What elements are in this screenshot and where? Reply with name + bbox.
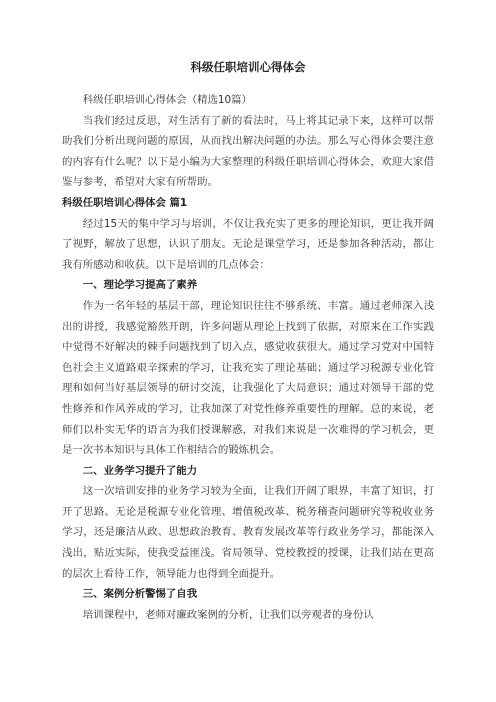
section-heading-1: 一、理论学习提高了素养	[82, 279, 198, 292]
section-heading-2: 二、业务学习提升了能力	[82, 464, 198, 477]
document-page	[62, 58, 434, 625]
document-subtitle: 科级任职培训心得体会（精选10篇）	[82, 94, 252, 106]
section-heading-3: 三、案例分析警惕了自我	[82, 588, 198, 601]
document-title: 科级任职培训心得体会	[190, 60, 306, 74]
article-heading: 科级任职培训心得体会 篇1	[62, 196, 188, 209]
intro-paragraph: 当我们经过反思，对生活有了新的看法时，马上将其记录下来，这样可以帮助我们分析出现问题的原因，从而找出解决问题的办法。那么写心得体会要注意的内容有什么呢？以下是小编为大家整理的科级任职培训心得体会，欢迎大家借鉴与参考，希望对大家有所帮助。	[62, 114, 434, 189]
section-body-3: 培训课程中，老师对廉政案例的分析，让我们以旁观者的身份认	[82, 608, 374, 621]
lead-paragraph: 经过15天的集中学习与培训，不仅让我充实了更多的理论知识，更让我开阔了视野，解放了思想，认识了朋友。无论是课堂学习，还是参加各种活动，都让我有所感动和收获。以下是培训的几点体会：	[62, 217, 434, 271]
section-body-2: 这一次培训安排的业务学习较为全面，让我们开阔了眼界，丰富了知识，打开了思路。无论是税源专业化管理、增值税改革、税务稽查问题研究等税收业务学习，还是廉洁从政、思想政治教育、教育发展改革等行政业务学习，都能深入浅出，贴近实际，使我受益匪浅。省局领导、党校教授的授课，让我们站在更高的层次上看待工作，领导能力也得到全面提升。	[62, 485, 434, 580]
section-body-1: 作为一名年轻的基层干部，理论知识往往不够系统、丰富。通过老师深入浅出的讲授，我感觉豁然开朗，许多问题从理论上找到了依据，对原来在工作实践中觉得不好解决的棘手问题找到了切入点，感觉收获很大。通过学习党对中国特色社会主义道路艰辛探索的学习，让我充实了理论基础；通过学习税源专业化管理和如何当好基层领导的研讨交流，让我强化了大局意识；通过对领导干部的党性修养和作风养成的学习，让我加深了对党性修养重要性的理解。总的来说，老师们以朴实无华的语言为我们授课解惑，对我们来说是一次难得的学习机会，更是一次书本知识与具体工作相结合的锻炼机会。	[62, 299, 434, 457]
